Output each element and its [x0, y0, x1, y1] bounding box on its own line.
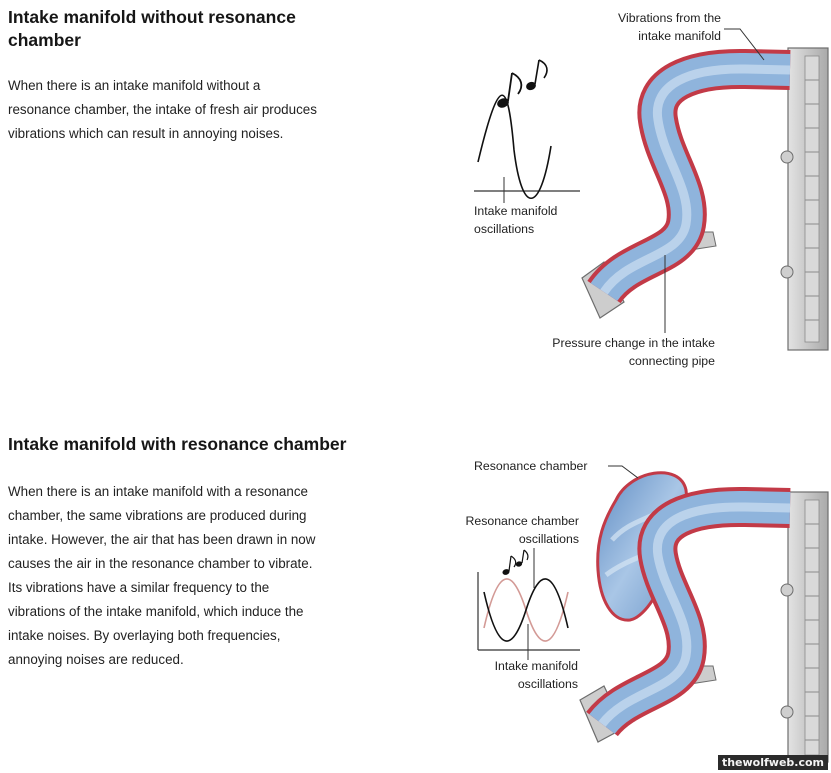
intake-pipe-top — [604, 69, 790, 292]
label-line: oscillations — [518, 532, 579, 546]
label-pressure-change — [552, 334, 715, 370]
manifold-oscillation-graph-top — [474, 95, 580, 198]
section1-paragraph-line: resonance chamber, the intake of fresh air produces — [8, 102, 317, 117]
section2-paragraph-line: chamber, the same vibrations are produced during — [8, 508, 307, 523]
dual-oscillation-graph — [478, 572, 580, 650]
section1-paragraph-line: When there is an intake manifold without a — [8, 78, 261, 93]
music-notes-icon — [496, 60, 547, 109]
section2-paragraph-line: intake noises. By overlaying both frequencies, — [8, 628, 281, 643]
label-resonance-chamber-oscillations — [466, 512, 579, 548]
section2-paragraph-line: When there is an intake manifold with a resonance — [8, 484, 308, 499]
section1-heading-line1: Intake manifold without resonance — [8, 7, 296, 27]
music-notes-icon — [502, 550, 528, 576]
label-line: Intake manifold — [474, 204, 558, 218]
label-line: Resonance chamber — [465, 514, 579, 528]
label-vibrations-from-manifold — [618, 9, 721, 45]
section2-paragraph-line: causes the air in the resonance chamber to vibrate. — [8, 556, 313, 571]
label-line: Vibrations from the — [618, 11, 721, 25]
label-line: oscillations — [474, 222, 535, 236]
section2-paragraph-line: annoying noises are reduced. — [8, 652, 184, 667]
section2-paragraph-line: intake. However, the air that has been drawn in now — [8, 532, 316, 547]
label-line: Intake manifold — [494, 659, 578, 673]
label-line: Pressure change in the intake — [552, 336, 715, 350]
watermark: thewolfweb.com — [718, 755, 828, 770]
section2-paragraph-line: vibrations of the intake manifold, which induce the — [8, 604, 304, 619]
label-line: oscillations — [517, 677, 578, 691]
section2-heading: Intake manifold with resonance chamber — [8, 434, 347, 454]
section1-paragraph-line: vibrations which can result in annoying noises. — [8, 126, 284, 141]
label-resonance-chamber: Resonance chamber — [474, 459, 588, 473]
section2-paragraph-line: Its vibrations have a similar frequency to the — [8, 580, 270, 595]
section1-heading-line2: chamber — [8, 30, 81, 50]
label-manifold-oscillations-top — [474, 202, 557, 238]
label-manifold-oscillations-bottom — [495, 657, 578, 693]
label-line: connecting pipe — [628, 354, 715, 368]
label-line: intake manifold — [638, 29, 721, 43]
